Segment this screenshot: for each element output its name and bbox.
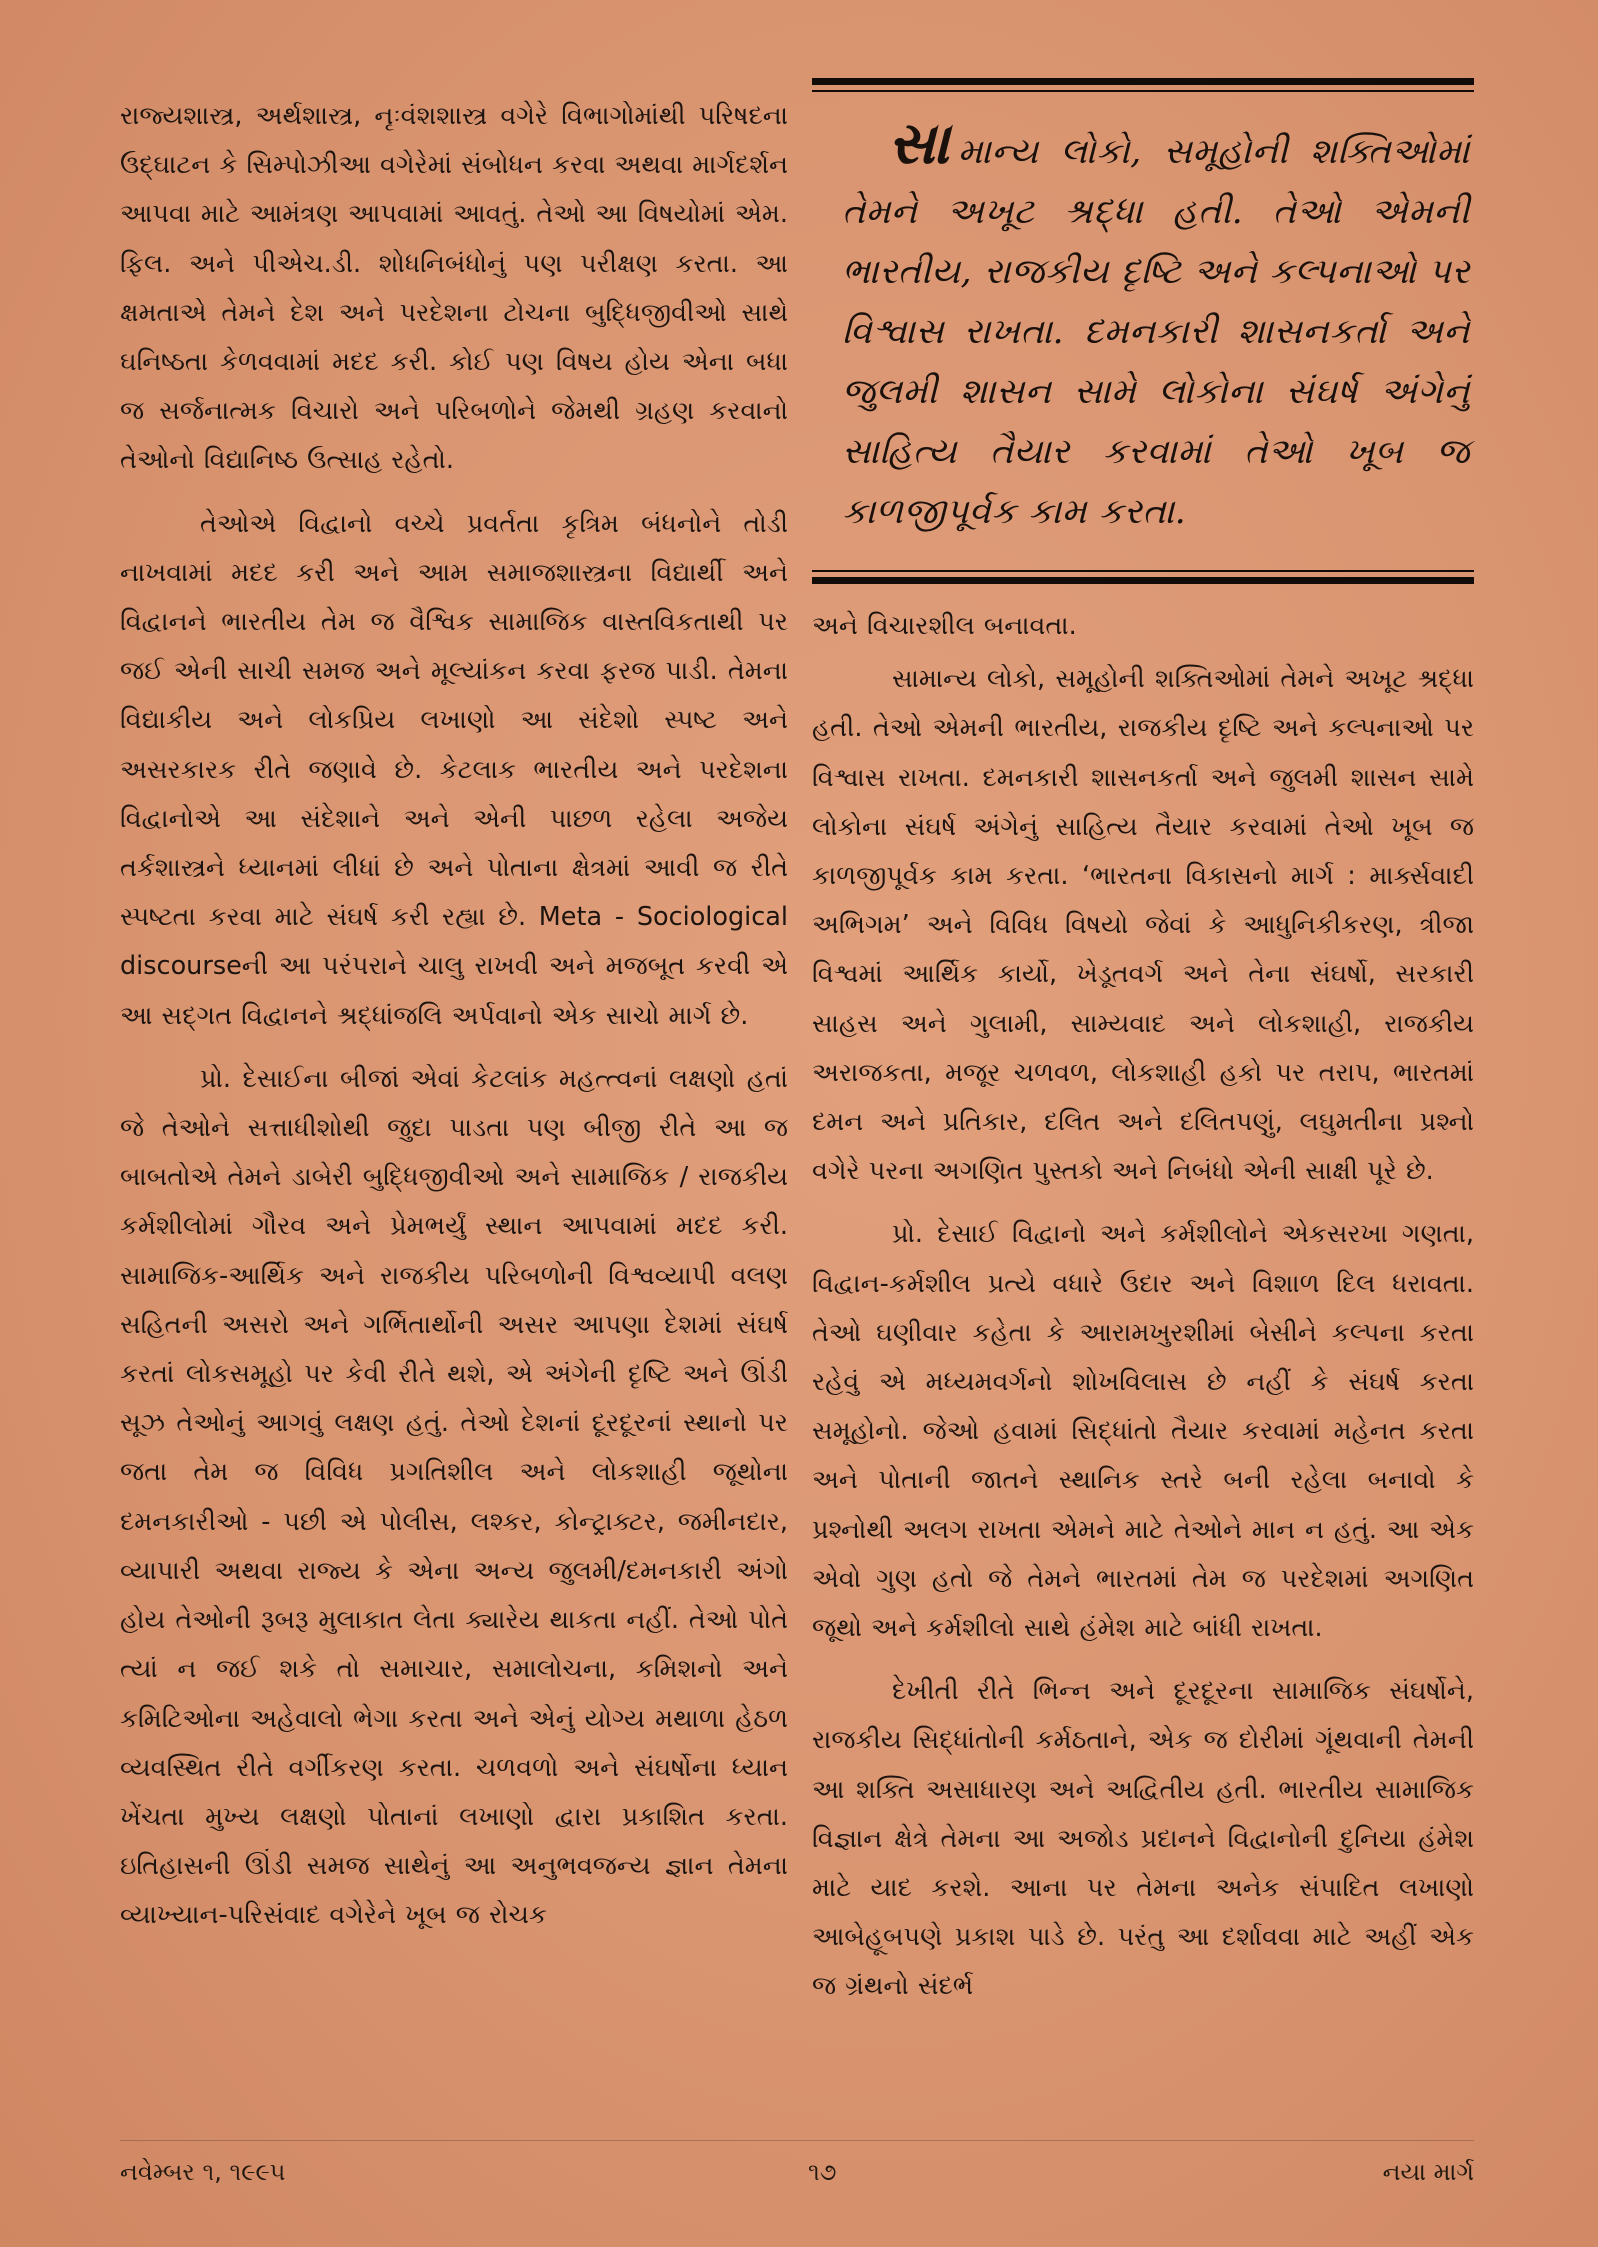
bottom-rule-thin (812, 570, 1474, 572)
left-column (120, 92, 788, 1941)
page-number: ૧૭ (808, 2158, 837, 2186)
body-paragraph: પ્રો. દેસાઈના બીજાં એવાં કેટલાંક મહત્ત્વનાં લક્ષણો હતાં જે તેઓને સત્તાધીશોથી જુદા પાડતા પણ બીજી રીતે આ જ બાબતોએ તેમને ડાબેરી બુદ્ધિજીવીઓ અને સામાજિક / રાજકીય કર્મશીલોમાં ગૌરવ અને પ્રેમભર્યું સ્થાન આપવામાં મદદ કરી. સામાજિક-આર્થિક અને રાજકીય પરિબળોની વિશ્વવ્યાપી વલણ સહિતની અસરો અને ગર્ભિતાર્થોની અસર આપણા દેશમાં સંઘર્ષ કરતાં લોકસમૂહો પર કેવી રીતે થશે, એ અંગેની દૃષ્ટિ અને ઊંડી સૂઝ તેઓનું આગવું લક્ષણ હતું. તેઓ દેશનાં દૂરદૂરનાં સ્થાનો પર જતા તેમ જ વિવિધ પ્રગતિશીલ અને લોકશાહી જૂથોના દમનકારીઓ - પછી એ પોલીસ, લશ્કર, કોન્ટ્રાક્ટર, જમીનદાર, વ્યાપારી અથવા રાજ્ય કે એના અન્ય જુલમી/દમનકારી અંગો હોય તેઓની રૂબરૂ મુલાકાત લેતા ક્યારેય થાકતા નહીં. તેઓ પોતે ત્યાં ન જઈ શકે તો સમાચાર, સમાલોચના, કમિશનો અને કમિટિઓના અહેવાલો ભેગા કરતા અને એનું યોગ્ય મથાળા હેઠળ વ્યવસ્થિત રીતે વર્ગીકરણ કરતા. ચળવળો અને સંઘર્ષોના ધ્યાન ખેંચતા મુખ્ય લક્ષણો પોતાનાં લખાણો દ્વારા પ્રકાશિત કરતા. ઇતિહાસની ઊંડી સમજ સાથેનું આ અનુભવજન્ય જ્ઞાન તેમના વ્યાખ્યાન-પરિસંવાદ વગેરેને ખૂબ જ રોચક (120, 1063, 788, 1931)
pull-quote-box (812, 78, 1474, 584)
pull-quote-dropcap: સા (888, 109, 950, 177)
body-paragraph: સામાન્ય લોકો, સમૂહોની શક્તિઓમાં તેમને અખૂટ શ્રદ્ધા હતી. તેઓ એમની ભારતીય, રાજકીય દૃષ્ટિ અને કલ્પનાઓ પર વિશ્વાસ રાખતા. દમનકારી શાસનકર્તા અને જુલમી શાસન સામે લોકોના સંઘર્ષ અંગેનું સાહિત્ય તૈયાર કરવામાં તેઓ ખૂબ જ કાળજીપૂર્વક કામ કરતા. ‘ભારતના વિકાસનો માર્ગ : માર્ક્સવાદી અભિગમ’ અને વિવિધ વિષયો જેવાં કે આધુનિકીકરણ, ત્રીજા વિશ્વમાં આર્થિક કાર્યો, ખેડૂતવર્ગ અને તેના સંઘર્ષો, સરકારી સાહસ અને ગુલામી, સામ્યવાદ અને લોકશાહી, રાજકીય અરાજકતા, મજૂર ચળવળ, લોકશાહી હકો પર તરાપ, ભારતમાં દમન અને પ્રતિકાર, દલિત અને દલિતપણું, લઘુમતીના પ્રશ્નો વગેરે પરના અગણિત પુસ્તકો અને નિબંધો એની સાક્ષી પૂરે છે. (812, 664, 1474, 1187)
pull-quote (812, 109, 1474, 542)
footer-divider (120, 2140, 1474, 2141)
body-paragraph: અને વિચારશીલ બનાવતા. (812, 611, 1077, 641)
footer-date: નવેમ્બર ૧, ૧૯૯૫ (120, 2158, 286, 2186)
bottom-rule-thick (812, 577, 1474, 584)
body-paragraph: પ્રો. દેસાઈ વિદ્વાનો અને કર્મશીલોને એકસરખા ગણતા, વિદ્વાન-કર્મશીલ પ્રત્યે વધારે ઉદાર અને વિશાળ દિલ ધરાવતા. તેઓ ઘણીવાર કહેતા કે આરામખુરશીમાં બેસીને કલ્પના કરતા રહેવું એ મધ્યમવર્ગનો શોખવિલાસ છે નહીં કે સંઘર્ષ કરતા સમૂહોનો. જેઓ હવામાં સિદ્ધાંતો તૈયાર કરવામાં મહેનત કરતા અને પોતાની જાતને સ્થાનિક સ્તરે બની રહેલા બનાવો કે પ્રશ્નોથી અલગ રાખતા એમને માટે તેઓને માન ન હતું. આ એક એવો ગુણ હતો જે તેમને ભારતમાં તેમ જ પરદેશમાં અગણિત જૂથો અને કર્મશીલો સાથે હંમેશ માટે બાંધી રાખતા. (812, 1219, 1474, 1644)
pull-quote-text: માન્ય લોકો, સમૂહોની શક્તિઓમાં તેમને અખૂટ શ્રદ્ધા હતી. તેઓ એમની ભારતીય, રાજકીય દૃષ્ટિ અને કલ્પનાઓ પર વિશ્વાસ રાખતા. દમનકારી શાસનકર્તા અને જુલમી શાસન સામે લોકોના સંઘર્ષ અંગેનું સાહિત્ય તૈયાર કરવામાં તેઓ ખૂબ જ કાળજીપૂર્વક કામ કરતા. (842, 132, 1470, 532)
publication-name: નયા માર્ગ (1382, 2158, 1474, 2186)
body-paragraph: તેઓએ વિદ્વાનો વચ્ચે પ્રવર્તતા કૃત્રિમ બંધનોને તોડી નાખવામાં મદદ કરી અને આમ સમાજશાસ્ત્રના વિદ્યાર્થી અને વિદ્વાનને ભારતીય તેમ જ વૈશ્વિક સામાજિક વાસ્તવિકતાથી પર જઈ એની સાચી સમજ અને મૂલ્યાંકન કરવા ફરજ પાડી. તેમના વિદ્યાકીય અને લોકપ્રિય લખાણો આ સંદેશો સ્પષ્ટ અને અસરકારક રીતે જણાવે છે. કેટલાક ભારતીય અને પરદેશના વિદ્વાનોએ આ સંદેશાને અને એની પાછળ રહેલા અજેય તર્કશાસ્ત્રને ધ્યાનમાં લીધાં છે અને પોતાના ક્ષેત્રમાં આવી જ રીતે સ્પષ્ટતા કરવા માટે સંઘર્ષ કરી રહ્યા છે. Meta - Sociological discourseની આ પરંપરાને ચાલુ રાખવી અને મજબૂત કરવી એ આ સદ્ગત વિદ્વાનને શ્રદ્ધાંજલિ અર્પવાનો એક સાચો માર્ગ છે. (120, 508, 788, 1031)
top-rule-thin (812, 90, 1474, 92)
top-rule-thick (812, 78, 1474, 85)
right-column (812, 78, 1474, 2012)
body-paragraph: દેખીતી રીતે ભિન્ન અને દૂરદૂરના સામાજિક સંઘર્ષોને, રાજકીય સિદ્ધાંતોની કર્મઠતાને, એક જ દોરીમાં ગૂંથવાની તેમની આ શક્તિ અસાધારણ અને અદ્વિતીય હતી. ભારતીય સામાજિક વિજ્ઞાન ક્ષેત્રે તેમના આ અજોડ પ્રદાનને વિદ્વાનોની દુનિયા હંમેશ માટે યાદ કરશે. આના પર તેમના અનેક સંપાદિત લખાણો આબેહૂબપણે પ્રકાશ પાડે છે. પરંતુ આ દર્શાવવા માટે અહીં એક જ ગ્રંથનો સંદર્ભ (812, 1676, 1474, 2002)
body-paragraph: રાજ્યશાસ્ત્ર, અર્થશાસ્ત્ર, નૃઃવંશશાસ્ત્ર વગેરે વિભાગોમાંથી પરિષદના ઉદ્ઘાટન કે સિમ્પોઝીઆ વગેરેમાં સંબોધન કરવા અથવા માર્ગદર્શન આપવા માટે આમંત્રણ આપવામાં આવતું. તેઓ આ વિષયોમાં એમ. ફિલ. અને પીએચ.ડી. શોધનિબંધોનું પણ પરીક્ષણ કરતા. આ ક્ષમતાએ તેમને દેશ અને પરદેશના ટોચના બુદ્ધિજીવીઓ સાથે ઘનિષ્ઠતા કેળવવામાં મદદ કરી. કોઈ પણ વિષય હોય એના બધા જ સર્જનાત્મક વિચારો અને પરિબળોને જેમથી ગ્રહણ કરવાનો તેઓનો વિદ્યાનિષ્ઠ ઉત્સાહ રહેતો. (120, 101, 788, 476)
